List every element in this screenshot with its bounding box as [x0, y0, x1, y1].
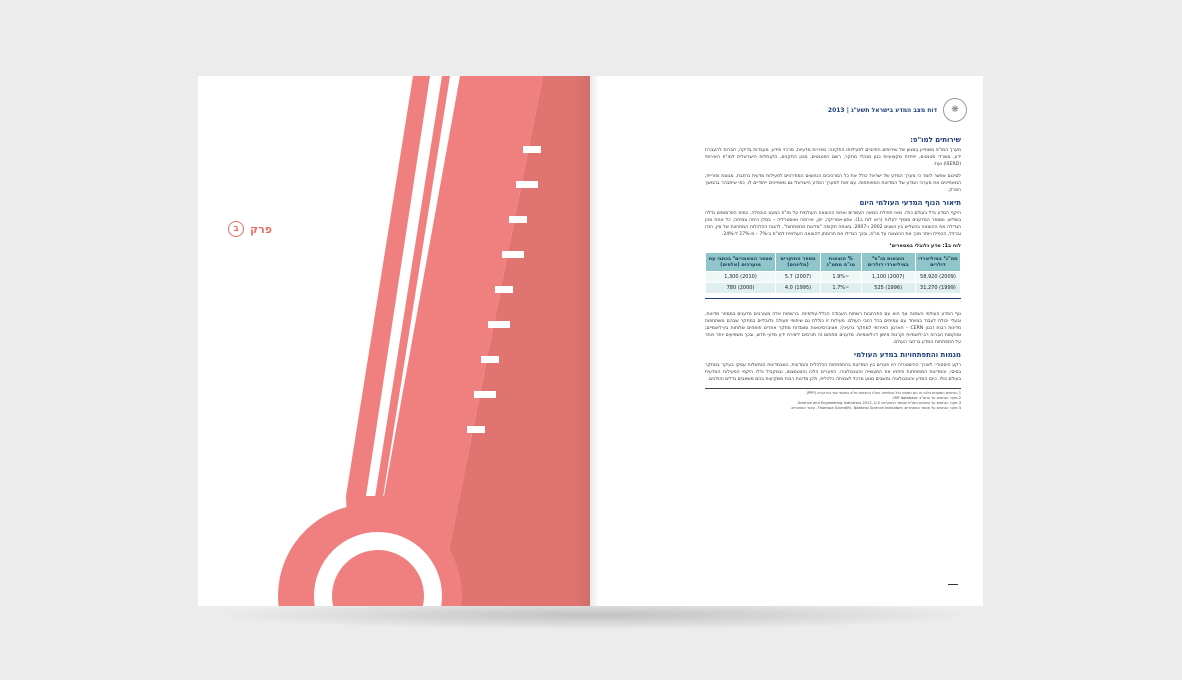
gutter-shadow-left: [572, 76, 590, 606]
footnote-rule: [705, 388, 961, 389]
table-header-cell: מספר החוקרים (מליונים): [776, 253, 821, 272]
table-cell: ~1.7%: [821, 283, 862, 294]
table-cell: (2010) 1,300: [706, 272, 776, 283]
page-content: [705, 136, 961, 411]
table-cell: (2000) 780: [706, 283, 776, 294]
table-row: [706, 283, 961, 294]
section-title: מגמות והתפתחויות במדע העולמי: [854, 351, 961, 359]
seal-emblem-icon: ❋: [943, 98, 967, 122]
page-number-mark: [948, 584, 958, 585]
table-cell: (2007) 5.7: [776, 272, 821, 283]
chapter-letter-circle: [228, 221, 244, 237]
left-page: [198, 76, 590, 606]
table-cell: (1996) 525: [861, 283, 915, 294]
table-cell: (2007) 1,100: [861, 272, 915, 283]
table-cell: (1999) 31,270: [915, 283, 960, 294]
header-text: דוח מצב המדע בישראל תשע"ג | 2013: [827, 106, 937, 114]
running-header: [828, 98, 967, 122]
chapter-letter: ב: [233, 224, 239, 234]
table-header-cell: תמ"ג² במיליארדי דולרים: [915, 253, 960, 272]
table-header-cell: % הוצאות מו"פ מתמ"ג: [821, 253, 862, 272]
section-title: שירותים למו"פ:: [910, 136, 961, 144]
paragraph: נוף המדע העולמי השתנה אף הוא עם התרחבות רשתות העבודה הכלל-עולמיות. ברשתות אלה מעורבים מדענים במספר מדינות, ובעלי יכולת לעבוד במיוחד עם עמיתים בכל רחבי העולם. פעילות זו כוללת גם שיתופי פעולה גלובליים במחקר שבהם משתתפות מדינות רבות (כגון CERN – הארגון האירופי למחקר גרעיני); אוניברסיטאות ומוסדות מחקר אחרים פותחים שלוחות בין-לאומיים; ומוקמות חברות רב-לאומיות וקרנות מימון דו-לאומיות. מדענים מתחום זה תורמים ליצירת ידע מדעי חדש, ובכך משפיעים יותר ויותר על התפתחות המדע ברחבי העולם.: [705, 312, 961, 345]
table-cell: (1995) 4.0: [776, 283, 821, 294]
table-caption: לוח ב1: מדע גלובלי במספרים¹: [889, 243, 961, 249]
footnote: 4 מקור הנתונים על מספר המאמרים: Thomson Scientific, National Science Indicators. עיבוד המחברים.: [790, 405, 961, 410]
chapter-label: [228, 221, 272, 237]
right-page: [590, 76, 983, 606]
section-title: תיאור הנוף המדעי העולמי היום: [859, 199, 961, 207]
paragraph: רקע היסטורי: לאורך ההיסטוריה היו פערים בין המדינות בהתפתחות הכלכלית והמדעית, כשבמדינות הנחשלות עסקו בעיקר במחקר בסיסי, והמדינות המפותחות פיתחו את התעשייה והטכנולוגיה. הפערים הלכו והצטמצמו, ובמקביל גדלו היקפי הפעילות המדעית בעולם כולו. כיום המדע והטכנולוגיה נחשבים מנוע מרכזי לצמיחה כלכלית, ולכן מדינות רבות משקיעות בהם משאבים גדלים והולכים.: [705, 363, 961, 382]
paragraph: לסיכום אפשר לומר כי מערך המדע של ישראל כולל את כל המרכיבים הנחוצים המודרניים לפעילות מדעית נרחבת, מגוונת ופוריית, המאפיינים את מערכי המדע של המדינות המפותחות. עם זאת למערך המדע הישראלי גם מאפיינים ייחודיים לו, כפי שיתבהר בהמשך הפרק.: [705, 174, 961, 193]
table-header-row: [706, 253, 961, 272]
thermometer-illustration: [198, 76, 590, 606]
table-cell: ~1.9%: [821, 272, 862, 283]
table-header-cell: הוצאות מו"פ² במיליארדי דולרים: [861, 253, 915, 272]
chapter-word: פרק: [250, 222, 272, 236]
footnote: 1 הנתונים המוצגים בלוח זה הם נתונים כלל-עולמיים. תמ"ג והוצאות מו"פ במונחי שווי כוח קנייה (PPP).: [805, 390, 961, 395]
table-bottom-rule: [705, 298, 961, 299]
footnote: 3 מקור הנתונים על הוצאות המו"פ ומספר החוקרים: Science and Engineering Indicators 2012, U.S.: [796, 400, 961, 405]
table-cell: (2009) 58,920: [915, 272, 960, 283]
footnote: 2 מקור הנתונים על התמ"ג: IMF database.: [892, 395, 961, 400]
paragraph: היקף המדע גדל בעולם כולו. מאז תחילת המאה העשרים ואחת ההוצאה העולמית על מו"פ כמעט הוכפלה, כמות הפרסומים גדלה בשליש, ומספר המדענים מוסיף לעלות (ראו לוח ב1). צפון-אמריקה, יפן, אירופה ואוסטרליה – בסלן היתה צמיחה; כל אחת מהן הגדילה את ההוצאה בכשליש בין השנים 2002 ו-2007. באותה תקופה "מדינות מתפתחות", להגות הכלכלות המתהוות של סין, הודו וברזיל, הכפילו ויותר מכך את ההוצאה על מו"פ, ובכך הגדילו את תרומתן להוצאה העולמית למו"פ ב-7% – מ-17% ל-24%.: [705, 211, 961, 237]
global-science-table: [705, 252, 961, 294]
table-row: [706, 272, 961, 283]
paragraph: מערך המו"פ משתייע במגוון של שירותים החיוניים לפעילותו התקינה: ספריות מדעיות, מרכזי מידע, מעבדות בדיקה, חברות להעברת ידע, משרדי פטנטים, יחידות מקצועיות כגון מנהלי מחקר, רשם הפטנטים, מכון התקנים, הקנתלות הישראלית למו"פ האירופי (ISERD) ועוד.: [705, 148, 961, 167]
gutter-shadow-right: [590, 76, 600, 606]
table-header-cell: מספר המאמרים³ בכתבי עת מוערכים (אלפים): [706, 253, 776, 272]
